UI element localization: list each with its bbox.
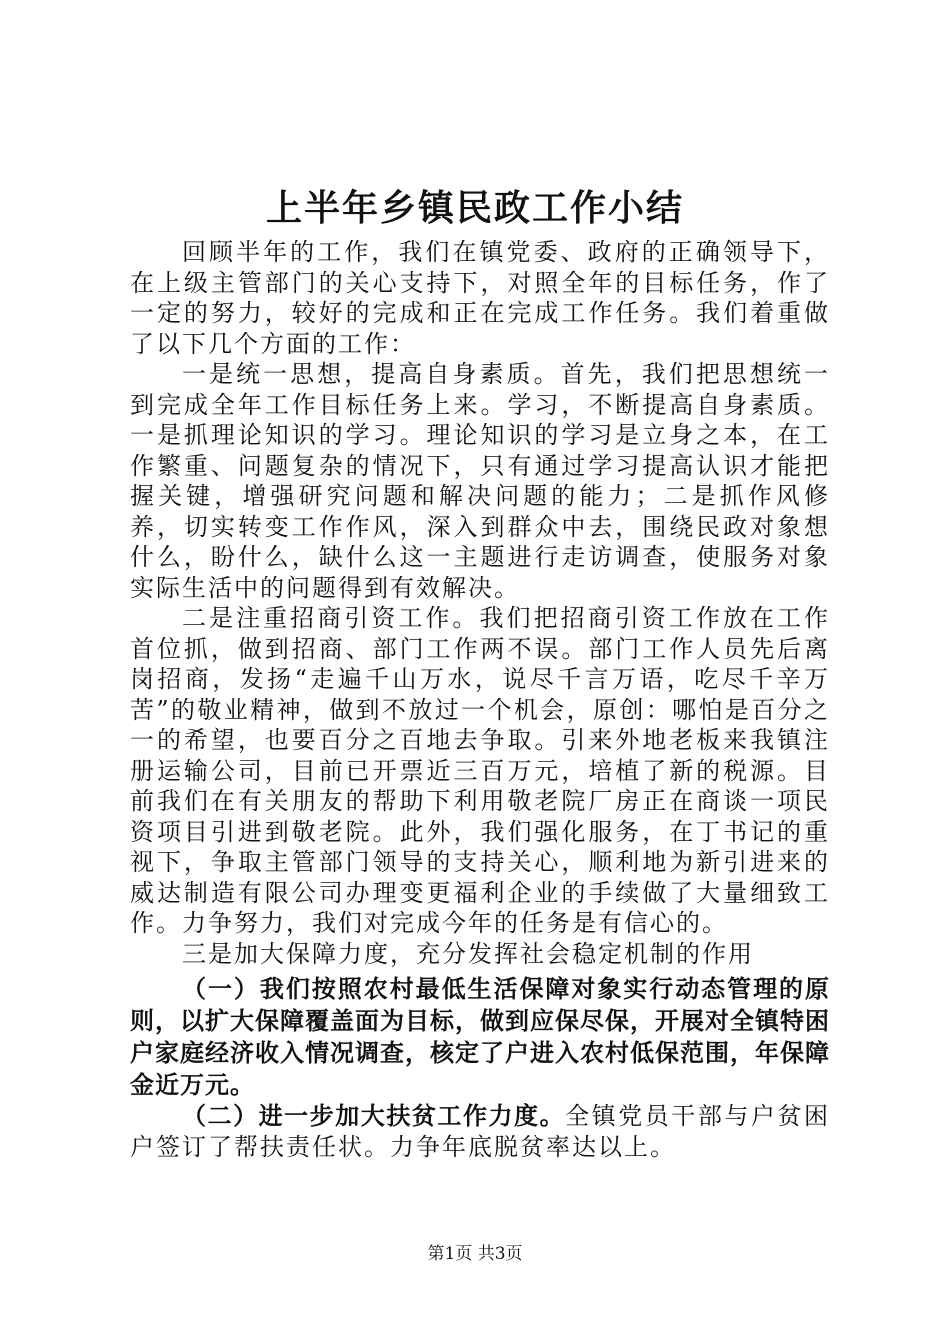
document-title: 上半年乡镇民政工作小结 — [265, 187, 684, 229]
paragraph-point-three: 三是加大保障力度，充分发挥社会稳定机制的作用 — [182, 939, 754, 968]
paragraph-subpoint-two — [130, 1101, 830, 1162]
subpoint-two-heading: （二）进一步加大扶贫工作力度。 — [182, 1102, 566, 1130]
page-footer: 第1页 共3页 — [427, 1244, 523, 1264]
paragraph-intro: 回顾半年的工作，我们在镇党委、政府的正确领导下，在上级主管部门的关心支持下，对照全年的目标任务，作了一定的努力，较好的完成和正在完成工作任务。我们着重做了以下几个方面的工作： — [130, 238, 830, 358]
paragraph-point-one: 一是统一思想，提高自身素质。首先，我们把思想统一到完成全年工作目标任务上来。学习，不断提高自身素质。一是抓理论知识的学习。理论知识的学习是立身之本，在工作繁重、问题复杂的情况下，只有通过学习提高认识才能把握关键，增强研究问题和解决问题的能力；二是抓作风修养，切实转变工作作风，深入到群众中去，围绕民政对象想什么，盼什么，缺什么这一主题进行走访调查，使服务对象实际生活中的问题得到有效解决。 — [130, 360, 830, 602]
paragraph-point-two: 二是注重招商引资工作。我们把招商引资工作放在工作首位抓，做到招商、部门工作两不误。部门工作人员先后离岗招商，发扬“走遍千山万水，说尽千言万语，吃尽千辛万苦”的敬业精神，做到不放过一个机会，原创：哪怕是百分之一的希望，也要百分之百地去争取。引来外地老板来我镇注册运输公司，目前已开票近三百万元，培植了新的税源。目前我们在有关朋友的帮助下利用敬老院厂房正在商谈一项民资项目引进到敬老院。此外，我们强化服务，在丁书记的重视下，争取主管部门领导的支持关心，顺利地为新引进来的威达制造有限公司办理变更福利企业的手续做了大量细致工作。力争努力，我们对完成今年的任务是有信心的。 — [130, 604, 830, 937]
document-body — [130, 237, 830, 1162]
paragraph-subpoint-one: （一）我们按照农村最低生活保障对象实行动态管理的原则，以扩大保障覆盖面为目标，做到应保尽保，开展对全镇特困户家庭经济收入情况调查，核定了户进入农村低保范围，年保障金近万元。 — [130, 975, 830, 1099]
subpoint-two-text: 全镇党员干部与户贫困户签订了帮扶责任状。力争年底脱贫率达以上。 — [130, 1102, 830, 1161]
